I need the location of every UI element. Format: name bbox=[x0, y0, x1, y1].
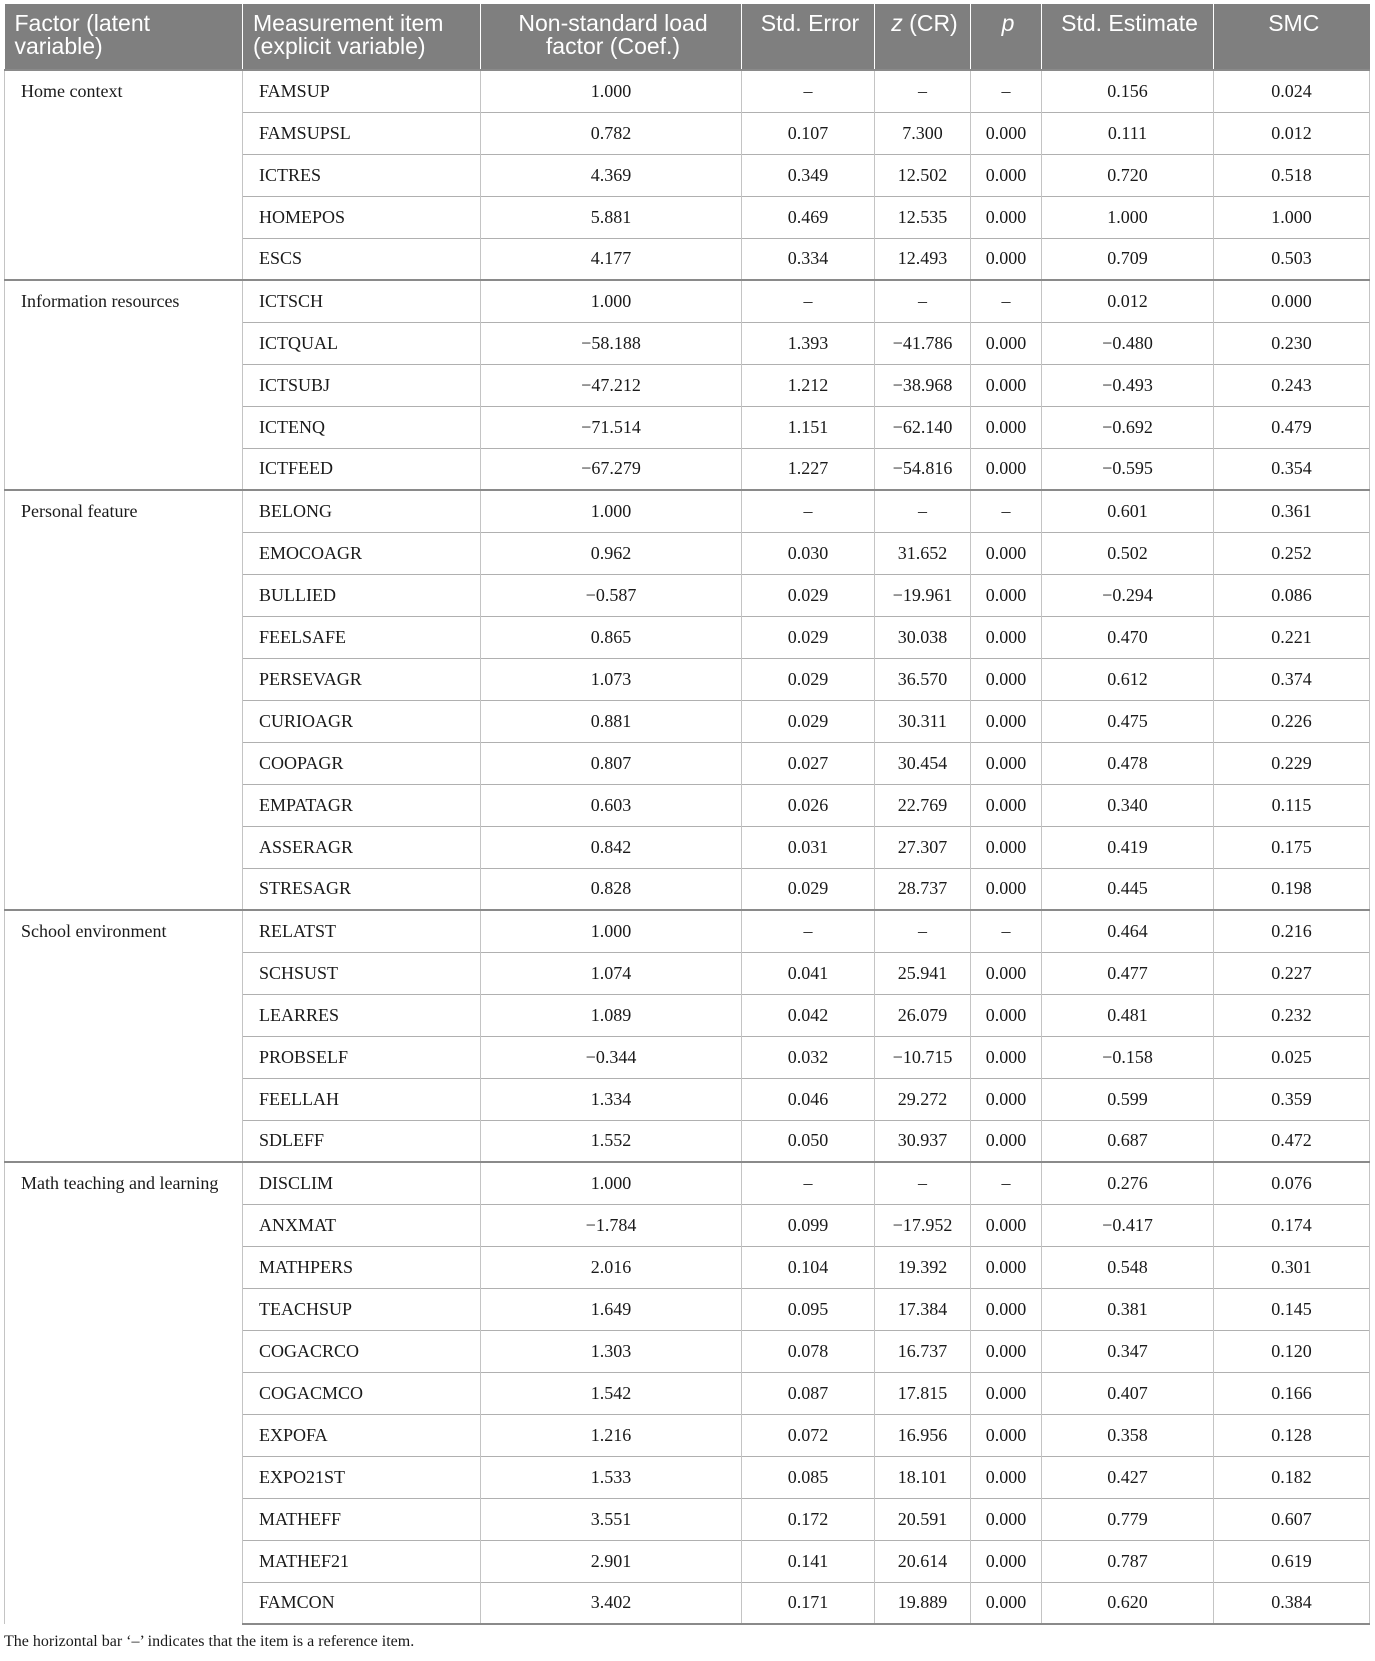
z-cell: 31.652 bbox=[875, 532, 971, 574]
std-error-cell: 1.227 bbox=[742, 448, 875, 490]
std-error-cell: – bbox=[742, 280, 875, 322]
header-std-error: Std. Error bbox=[742, 4, 875, 70]
std-estimate-cell: 0.548 bbox=[1042, 1246, 1214, 1288]
item-cell: FAMSUP bbox=[243, 70, 481, 112]
coef-cell: 1.089 bbox=[481, 994, 742, 1036]
std-error-cell: 0.029 bbox=[742, 658, 875, 700]
smc-cell: 0.182 bbox=[1214, 1456, 1370, 1498]
item-cell: ESCS bbox=[243, 238, 481, 280]
p-cell: 0.000 bbox=[971, 742, 1042, 784]
p-cell: 0.000 bbox=[971, 238, 1042, 280]
smc-cell: 0.607 bbox=[1214, 1498, 1370, 1540]
item-cell: ICTRES bbox=[243, 154, 481, 196]
p-cell: 0.000 bbox=[971, 952, 1042, 994]
std-estimate-cell: 0.620 bbox=[1042, 1582, 1214, 1624]
factor-cell: Home context bbox=[5, 70, 243, 280]
coef-cell: 1.000 bbox=[481, 910, 742, 952]
item-cell: CURIOAGR bbox=[243, 700, 481, 742]
coef-cell: 1.552 bbox=[481, 1120, 742, 1162]
std-estimate-cell: 0.687 bbox=[1042, 1120, 1214, 1162]
smc-cell: 0.229 bbox=[1214, 742, 1370, 784]
std-error-cell: 0.026 bbox=[742, 784, 875, 826]
coef-cell: 1.533 bbox=[481, 1456, 742, 1498]
smc-cell: 0.232 bbox=[1214, 994, 1370, 1036]
std-error-cell: 0.030 bbox=[742, 532, 875, 574]
std-error-cell: 1.393 bbox=[742, 322, 875, 364]
coef-cell: 1.000 bbox=[481, 280, 742, 322]
smc-cell: 0.359 bbox=[1214, 1078, 1370, 1120]
p-cell: 0.000 bbox=[971, 1078, 1042, 1120]
p-cell: 0.000 bbox=[971, 448, 1042, 490]
item-cell: ANXMAT bbox=[243, 1204, 481, 1246]
smc-cell: 0.000 bbox=[1214, 280, 1370, 322]
p-cell: 0.000 bbox=[971, 364, 1042, 406]
std-estimate-cell: 0.340 bbox=[1042, 784, 1214, 826]
coef-cell: −67.279 bbox=[481, 448, 742, 490]
std-error-cell: 0.031 bbox=[742, 826, 875, 868]
p-cell: 0.000 bbox=[971, 1120, 1042, 1162]
item-cell: BULLIED bbox=[243, 574, 481, 616]
p-cell: 0.000 bbox=[971, 1330, 1042, 1372]
item-cell: DISCLIM bbox=[243, 1162, 481, 1204]
z-cell: −19.961 bbox=[875, 574, 971, 616]
coef-cell: 1.216 bbox=[481, 1414, 742, 1456]
z-cell: 17.815 bbox=[875, 1372, 971, 1414]
std-estimate-cell: 0.709 bbox=[1042, 238, 1214, 280]
std-estimate-cell: 0.470 bbox=[1042, 616, 1214, 658]
std-estimate-cell: 0.481 bbox=[1042, 994, 1214, 1036]
table-body bbox=[5, 70, 1370, 1624]
z-cell: 16.737 bbox=[875, 1330, 971, 1372]
smc-cell: 0.166 bbox=[1214, 1372, 1370, 1414]
table-footnote: The horizontal bar ‘–’ indicates that the item is a reference item. bbox=[4, 1633, 415, 1650]
smc-cell: 0.120 bbox=[1214, 1330, 1370, 1372]
item-cell: SCHSUST bbox=[243, 952, 481, 994]
item-cell: PROBSELF bbox=[243, 1036, 481, 1078]
z-cell: −38.968 bbox=[875, 364, 971, 406]
z-cell: 36.570 bbox=[875, 658, 971, 700]
std-estimate-cell: −0.692 bbox=[1042, 406, 1214, 448]
z-cell: 28.737 bbox=[875, 868, 971, 910]
coef-cell: −0.344 bbox=[481, 1036, 742, 1078]
std-error-cell: 0.349 bbox=[742, 154, 875, 196]
smc-cell: 0.503 bbox=[1214, 238, 1370, 280]
coef-cell: 3.402 bbox=[481, 1582, 742, 1624]
smc-cell: 0.301 bbox=[1214, 1246, 1370, 1288]
coef-cell: −47.212 bbox=[481, 364, 742, 406]
std-error-cell: – bbox=[742, 1162, 875, 1204]
coef-cell: 1.000 bbox=[481, 70, 742, 112]
item-cell: LEARRES bbox=[243, 994, 481, 1036]
smc-cell: 0.479 bbox=[1214, 406, 1370, 448]
std-estimate-cell: 0.502 bbox=[1042, 532, 1214, 574]
item-cell: FEELSAFE bbox=[243, 616, 481, 658]
std-error-cell: 0.099 bbox=[742, 1204, 875, 1246]
table-row bbox=[5, 70, 1370, 112]
smc-cell: 0.361 bbox=[1214, 490, 1370, 532]
table-container bbox=[4, 4, 1369, 1625]
coef-cell: 1.303 bbox=[481, 1330, 742, 1372]
std-estimate-cell: 0.779 bbox=[1042, 1498, 1214, 1540]
z-cell: – bbox=[875, 910, 971, 952]
std-estimate-cell: 0.419 bbox=[1042, 826, 1214, 868]
z-cell: 20.591 bbox=[875, 1498, 971, 1540]
z-cell: 30.937 bbox=[875, 1120, 971, 1162]
item-cell: STRESAGR bbox=[243, 868, 481, 910]
item-cell: ICTSCH bbox=[243, 280, 481, 322]
p-cell: 0.000 bbox=[971, 1540, 1042, 1582]
smc-cell: 0.354 bbox=[1214, 448, 1370, 490]
z-cell: 19.392 bbox=[875, 1246, 971, 1288]
z-cell: 12.502 bbox=[875, 154, 971, 196]
std-estimate-cell: −0.493 bbox=[1042, 364, 1214, 406]
std-error-cell: 0.334 bbox=[742, 238, 875, 280]
p-cell: – bbox=[971, 1162, 1042, 1204]
z-cell: 26.079 bbox=[875, 994, 971, 1036]
factor-loading-table bbox=[4, 4, 1370, 1625]
std-estimate-cell: 0.787 bbox=[1042, 1540, 1214, 1582]
item-cell: EMPATAGR bbox=[243, 784, 481, 826]
coef-cell: 1.000 bbox=[481, 1162, 742, 1204]
std-estimate-cell: 0.156 bbox=[1042, 70, 1214, 112]
smc-cell: 0.216 bbox=[1214, 910, 1370, 952]
std-error-cell: 0.072 bbox=[742, 1414, 875, 1456]
std-estimate-cell: 0.347 bbox=[1042, 1330, 1214, 1372]
smc-cell: 0.374 bbox=[1214, 658, 1370, 700]
z-cell: 27.307 bbox=[875, 826, 971, 868]
std-estimate-cell: 0.358 bbox=[1042, 1414, 1214, 1456]
z-cell: 30.311 bbox=[875, 700, 971, 742]
smc-cell: 0.221 bbox=[1214, 616, 1370, 658]
p-cell: 0.000 bbox=[971, 532, 1042, 574]
z-cell: 12.493 bbox=[875, 238, 971, 280]
std-error-cell: 0.141 bbox=[742, 1540, 875, 1582]
z-cell: 25.941 bbox=[875, 952, 971, 994]
std-error-cell: 0.104 bbox=[742, 1246, 875, 1288]
std-error-cell: – bbox=[742, 70, 875, 112]
p-cell: 0.000 bbox=[971, 1582, 1042, 1624]
std-estimate-cell: −0.294 bbox=[1042, 574, 1214, 616]
item-cell: FAMCON bbox=[243, 1582, 481, 1624]
p-cell: 0.000 bbox=[971, 406, 1042, 448]
coef-cell: −1.784 bbox=[481, 1204, 742, 1246]
coef-cell: 2.901 bbox=[481, 1540, 742, 1582]
smc-cell: 0.076 bbox=[1214, 1162, 1370, 1204]
std-estimate-cell: 0.475 bbox=[1042, 700, 1214, 742]
smc-cell: 0.086 bbox=[1214, 574, 1370, 616]
item-cell: ICTQUAL bbox=[243, 322, 481, 364]
item-cell: PERSEVAGR bbox=[243, 658, 481, 700]
p-cell: 0.000 bbox=[971, 784, 1042, 826]
coef-cell: −71.514 bbox=[481, 406, 742, 448]
p-cell: 0.000 bbox=[971, 1498, 1042, 1540]
item-cell: HOMEPOS bbox=[243, 196, 481, 238]
std-estimate-cell: 0.601 bbox=[1042, 490, 1214, 532]
std-estimate-cell: 0.427 bbox=[1042, 1456, 1214, 1498]
p-cell: 0.000 bbox=[971, 616, 1042, 658]
std-estimate-cell: 0.477 bbox=[1042, 952, 1214, 994]
coef-cell: −58.188 bbox=[481, 322, 742, 364]
coef-cell: 4.369 bbox=[481, 154, 742, 196]
p-cell: 0.000 bbox=[971, 1204, 1042, 1246]
p-cell: – bbox=[971, 910, 1042, 952]
smc-cell: 0.145 bbox=[1214, 1288, 1370, 1330]
z-cell: 17.384 bbox=[875, 1288, 971, 1330]
table-row bbox=[5, 1162, 1370, 1204]
coef-cell: 0.962 bbox=[481, 532, 742, 574]
std-estimate-cell: 0.276 bbox=[1042, 1162, 1214, 1204]
header-p bbox=[971, 4, 1042, 70]
item-cell: EXPOFA bbox=[243, 1414, 481, 1456]
item-cell: COGACRCO bbox=[243, 1330, 481, 1372]
z-cell: 29.272 bbox=[875, 1078, 971, 1120]
factor-cell: School environment bbox=[5, 910, 243, 1162]
item-cell: COGACMCO bbox=[243, 1372, 481, 1414]
smc-cell: 0.128 bbox=[1214, 1414, 1370, 1456]
p-cell: 0.000 bbox=[971, 1246, 1042, 1288]
coef-cell: −0.587 bbox=[481, 574, 742, 616]
std-error-cell: 0.029 bbox=[742, 868, 875, 910]
item-cell: TEACHSUP bbox=[243, 1288, 481, 1330]
coef-cell: 1.649 bbox=[481, 1288, 742, 1330]
smc-cell: 0.115 bbox=[1214, 784, 1370, 826]
z-cell: 20.614 bbox=[875, 1540, 971, 1582]
coef-cell: 1.074 bbox=[481, 952, 742, 994]
std-error-cell: 0.041 bbox=[742, 952, 875, 994]
item-cell: ASSERAGR bbox=[243, 826, 481, 868]
z-cell: – bbox=[875, 280, 971, 322]
z-cell: 16.956 bbox=[875, 1414, 971, 1456]
item-cell: BELONG bbox=[243, 490, 481, 532]
coef-cell: 1.542 bbox=[481, 1372, 742, 1414]
std-estimate-cell: −0.595 bbox=[1042, 448, 1214, 490]
std-estimate-cell: 0.407 bbox=[1042, 1372, 1214, 1414]
header-factor: Factor (latent variable) bbox=[5, 4, 243, 70]
std-error-cell: 0.050 bbox=[742, 1120, 875, 1162]
coef-cell: 0.865 bbox=[481, 616, 742, 658]
header-z-symbol: z bbox=[891, 10, 903, 36]
p-cell: 0.000 bbox=[971, 154, 1042, 196]
std-error-cell: 0.046 bbox=[742, 1078, 875, 1120]
std-error-cell: – bbox=[742, 490, 875, 532]
std-error-cell: 1.212 bbox=[742, 364, 875, 406]
p-cell: 0.000 bbox=[971, 574, 1042, 616]
z-cell: 12.535 bbox=[875, 196, 971, 238]
item-cell: RELATST bbox=[243, 910, 481, 952]
smc-cell: 0.243 bbox=[1214, 364, 1370, 406]
header-item: Measurement item (explicit variable) bbox=[243, 4, 481, 70]
p-cell: – bbox=[971, 490, 1042, 532]
item-cell: EMOCOAGR bbox=[243, 532, 481, 574]
z-cell: −41.786 bbox=[875, 322, 971, 364]
coef-cell: 0.603 bbox=[481, 784, 742, 826]
smc-cell: 0.227 bbox=[1214, 952, 1370, 994]
std-estimate-cell: 0.111 bbox=[1042, 112, 1214, 154]
factor-cell: Information resources bbox=[5, 280, 243, 490]
header-std-estimate: Std. Estimate bbox=[1042, 4, 1214, 70]
z-cell: – bbox=[875, 1162, 971, 1204]
z-cell: – bbox=[875, 70, 971, 112]
item-cell: EXPO21ST bbox=[243, 1456, 481, 1498]
item-cell: COOPAGR bbox=[243, 742, 481, 784]
smc-cell: 0.198 bbox=[1214, 868, 1370, 910]
z-cell: 30.038 bbox=[875, 616, 971, 658]
smc-cell: 0.230 bbox=[1214, 322, 1370, 364]
coef-cell: 1.073 bbox=[481, 658, 742, 700]
item-cell: ICTSUBJ bbox=[243, 364, 481, 406]
z-cell: 22.769 bbox=[875, 784, 971, 826]
factor-cell: Personal feature bbox=[5, 490, 243, 910]
p-cell: 0.000 bbox=[971, 322, 1042, 364]
p-cell: 0.000 bbox=[971, 994, 1042, 1036]
coef-cell: 0.842 bbox=[481, 826, 742, 868]
std-error-cell: 0.027 bbox=[742, 742, 875, 784]
header-row bbox=[5, 4, 1370, 70]
item-cell: MATHPERS bbox=[243, 1246, 481, 1288]
coef-cell: 0.807 bbox=[481, 742, 742, 784]
std-estimate-cell: 0.464 bbox=[1042, 910, 1214, 952]
std-estimate-cell: 0.599 bbox=[1042, 1078, 1214, 1120]
smc-cell: 0.252 bbox=[1214, 532, 1370, 574]
table-row bbox=[5, 490, 1370, 532]
coef-cell: 5.881 bbox=[481, 196, 742, 238]
p-cell: 0.000 bbox=[971, 196, 1042, 238]
item-cell: MATHEF21 bbox=[243, 1540, 481, 1582]
item-cell: MATHEFF bbox=[243, 1498, 481, 1540]
coef-cell: 3.551 bbox=[481, 1498, 742, 1540]
std-estimate-cell: 1.000 bbox=[1042, 196, 1214, 238]
z-cell: 30.454 bbox=[875, 742, 971, 784]
std-error-cell: 0.032 bbox=[742, 1036, 875, 1078]
std-estimate-cell: 0.445 bbox=[1042, 868, 1214, 910]
smc-cell: 0.174 bbox=[1214, 1204, 1370, 1246]
std-error-cell: 0.095 bbox=[742, 1288, 875, 1330]
table-row bbox=[5, 910, 1370, 952]
p-cell: – bbox=[971, 70, 1042, 112]
z-cell: 19.889 bbox=[875, 1582, 971, 1624]
std-error-cell: 0.172 bbox=[742, 1498, 875, 1540]
coef-cell: 1.334 bbox=[481, 1078, 742, 1120]
z-cell: −17.952 bbox=[875, 1204, 971, 1246]
p-cell: 0.000 bbox=[971, 868, 1042, 910]
header-p-symbol: p bbox=[1001, 10, 1015, 36]
std-error-cell: 1.151 bbox=[742, 406, 875, 448]
smc-cell: 0.025 bbox=[1214, 1036, 1370, 1078]
z-cell: 18.101 bbox=[875, 1456, 971, 1498]
factor-cell: Math teaching and learning bbox=[5, 1162, 243, 1624]
header-z bbox=[875, 4, 971, 70]
smc-cell: 0.619 bbox=[1214, 1540, 1370, 1582]
item-cell: FAMSUPSL bbox=[243, 112, 481, 154]
smc-cell: 0.518 bbox=[1214, 154, 1370, 196]
coef-cell: 0.881 bbox=[481, 700, 742, 742]
std-error-cell: 0.042 bbox=[742, 994, 875, 1036]
p-cell: 0.000 bbox=[971, 1372, 1042, 1414]
p-cell: 0.000 bbox=[971, 1036, 1042, 1078]
item-cell: ICTENQ bbox=[243, 406, 481, 448]
p-cell: 0.000 bbox=[971, 658, 1042, 700]
std-estimate-cell: −0.480 bbox=[1042, 322, 1214, 364]
p-cell: 0.000 bbox=[971, 700, 1042, 742]
std-error-cell: 0.078 bbox=[742, 1330, 875, 1372]
item-cell: SDLEFF bbox=[243, 1120, 481, 1162]
p-cell: 0.000 bbox=[971, 1288, 1042, 1330]
z-cell: 7.300 bbox=[875, 112, 971, 154]
coef-cell: 1.000 bbox=[481, 490, 742, 532]
coef-cell: 4.177 bbox=[481, 238, 742, 280]
std-error-cell: 0.029 bbox=[742, 616, 875, 658]
std-estimate-cell: 0.478 bbox=[1042, 742, 1214, 784]
smc-cell: 1.000 bbox=[1214, 196, 1370, 238]
std-estimate-cell: −0.417 bbox=[1042, 1204, 1214, 1246]
smc-cell: 0.024 bbox=[1214, 70, 1370, 112]
std-error-cell: 0.171 bbox=[742, 1582, 875, 1624]
p-cell: 0.000 bbox=[971, 1414, 1042, 1456]
std-estimate-cell: 0.012 bbox=[1042, 280, 1214, 322]
z-cell: – bbox=[875, 490, 971, 532]
std-error-cell: 0.085 bbox=[742, 1456, 875, 1498]
std-error-cell: 0.107 bbox=[742, 112, 875, 154]
z-cell: −62.140 bbox=[875, 406, 971, 448]
z-cell: −10.715 bbox=[875, 1036, 971, 1078]
std-error-cell: – bbox=[742, 910, 875, 952]
p-cell: 0.000 bbox=[971, 826, 1042, 868]
std-error-cell: 0.029 bbox=[742, 574, 875, 616]
coef-cell: 2.016 bbox=[481, 1246, 742, 1288]
table-row bbox=[5, 280, 1370, 322]
std-error-cell: 0.029 bbox=[742, 700, 875, 742]
smc-cell: 0.175 bbox=[1214, 826, 1370, 868]
p-cell: 0.000 bbox=[971, 1456, 1042, 1498]
p-cell: 0.000 bbox=[971, 112, 1042, 154]
item-cell: ICTFEED bbox=[243, 448, 481, 490]
std-error-cell: 0.469 bbox=[742, 196, 875, 238]
coef-cell: 0.828 bbox=[481, 868, 742, 910]
p-cell: – bbox=[971, 280, 1042, 322]
header-smc: SMC bbox=[1214, 4, 1370, 70]
z-cell: −54.816 bbox=[875, 448, 971, 490]
std-estimate-cell: 0.720 bbox=[1042, 154, 1214, 196]
smc-cell: 0.012 bbox=[1214, 112, 1370, 154]
item-cell: FEELLAH bbox=[243, 1078, 481, 1120]
coef-cell: 0.782 bbox=[481, 112, 742, 154]
header-z-suffix: (CR) bbox=[902, 10, 958, 36]
std-error-cell: 0.087 bbox=[742, 1372, 875, 1414]
header-coef: Non-standard load factor (Coef.) bbox=[481, 4, 742, 70]
std-estimate-cell: 0.381 bbox=[1042, 1288, 1214, 1330]
smc-cell: 0.226 bbox=[1214, 700, 1370, 742]
smc-cell: 0.472 bbox=[1214, 1120, 1370, 1162]
smc-cell: 0.384 bbox=[1214, 1582, 1370, 1624]
std-estimate-cell: −0.158 bbox=[1042, 1036, 1214, 1078]
std-estimate-cell: 0.612 bbox=[1042, 658, 1214, 700]
